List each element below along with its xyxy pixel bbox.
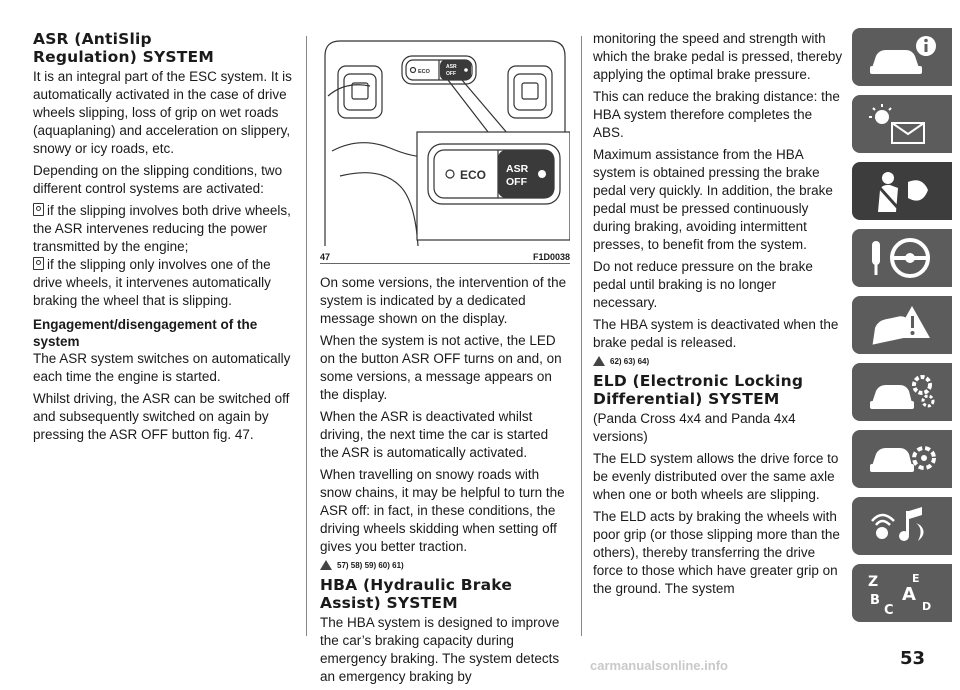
warning-triangle-icon	[593, 356, 605, 366]
hba-paragraph-2: monitoring the speed and strength with which the brake pedal is pressed, thereby applying the optimal brake pressure.	[593, 31, 843, 82]
asr-large-label-2: OFF	[506, 176, 527, 188]
eld-paragraph-3: The ELD acts by braking the wheels with poor grip (or those slipping more than the others), thereby transferring the drive force to those which have greater grip on the ground. The system	[593, 509, 840, 596]
warning-references: 62) 63) 64)	[593, 356, 843, 366]
asr-bullet-1: if the slipping involves both drive wheels, the ASR intervenes reducing the power transmitted by the engine;	[33, 203, 291, 254]
starting-driving-icon	[866, 235, 938, 281]
index-letter-b: B	[870, 593, 880, 608]
asr-button-illustration	[320, 36, 570, 251]
asr-display-paragraph: On some versions, the intervention of the system is indicated by a dedicated message shown on the display.	[320, 275, 567, 326]
emergency-icon	[866, 302, 938, 348]
technical-data-icon	[866, 436, 938, 482]
eld-heading: ELD (Electronic Locking Differential) SYSTEM	[593, 372, 804, 408]
tab-multimedia[interactable]	[852, 497, 952, 555]
multimedia-icon	[866, 503, 938, 549]
asr-paragraph-4: Whilst driving, the ASR can be switched off and subsequently switched on again by pressing the ASR OFF button fig. 47.	[33, 391, 290, 442]
asr-small-label-2: OFF	[446, 71, 456, 77]
eld-paragraph-2: The ELD system allows the drive force to be evenly distributed over the same axle when one or both wheels are slipping.	[593, 451, 839, 502]
index-letter-z: Z	[868, 574, 879, 590]
asr-small-label-1: ASR	[446, 64, 457, 70]
page-number: 53	[900, 648, 926, 669]
watermark: carmanualsonline.info	[590, 658, 728, 673]
figure-47	[320, 36, 570, 251]
asr-large-label-1: ASR	[506, 163, 529, 175]
index-letter-d: D	[922, 600, 932, 613]
hba-paragraph-4: Maximum assistance from the HBA system is obtained pressing the brake pedal very quickly. In addition, the brake pedal must be pressed continuously during braking, avoiding intermittent presses, to benefit from the system.	[593, 147, 833, 252]
figure-code: F1D0038	[532, 252, 570, 262]
index-letter-a: A	[902, 584, 916, 605]
bullet-icon	[33, 257, 44, 270]
index-letter-c: C	[884, 603, 894, 616]
column-divider-2	[581, 36, 582, 636]
tab-warning-lights[interactable]	[852, 95, 952, 153]
tab-starting-driving[interactable]	[852, 229, 952, 287]
eld-paragraph-1: (Panda Cross 4x4 and Panda 4x4 versions)	[593, 411, 796, 444]
figure-number: 47	[320, 252, 331, 262]
car-info-icon	[866, 34, 938, 80]
column-asr-hba	[320, 36, 570, 690]
hba-paragraph-6: The HBA system is deactivated when the brake pedal is released.	[593, 317, 839, 350]
hba-heading: HBA (Hydraulic Brake Assist) SYSTEM	[320, 576, 513, 612]
asr-paragraph-3: The ASR system switches on automatically each time the engine is started.	[33, 351, 291, 384]
asr-snow-paragraph: When travelling on snowy roads with snow chains, it may be helpful to turn the ASR off: in fact, in these conditions, the driving wheels skidding when setting off gives you better traction.	[320, 467, 565, 554]
eco-large-label: ECO	[460, 168, 487, 182]
column-asr	[33, 30, 295, 448]
asr-restart-paragraph: When the ASR is deactivated whilst driving, the next time the car is started the ASR is automatically activated.	[320, 409, 549, 460]
tab-safety[interactable]	[852, 162, 952, 220]
tab-maintenance[interactable]	[852, 363, 952, 421]
engagement-subheading: Engagement/disengagement of the system	[33, 317, 258, 349]
hba-paragraph-3: This can reduce the braking distance: the HBA system therefore completes the ABS.	[593, 89, 840, 140]
asr-paragraph-1: It is an integral part of the ESC system. It is automatically activated in the case of drive wheels slipping, loss of grip on wet roads (aquaplaning) and acceleration on slippery, snowy or icy roads, etc.	[33, 69, 292, 156]
bullet-icon	[33, 203, 44, 216]
safety-seatbelt-icon	[866, 168, 938, 214]
warning-triangle-icon	[320, 560, 332, 570]
column-divider-1	[306, 36, 307, 636]
tab-technical-data[interactable]	[852, 430, 952, 488]
chapter-tabs	[852, 28, 956, 631]
hba-paragraph-1: The HBA system is designed to improve the car’s braking capacity during emergency braking. The system detects an emergency braking by	[320, 615, 560, 684]
index-icon	[866, 570, 938, 616]
tab-index[interactable]	[852, 564, 952, 622]
asr-heading: ASR (AntiSlip Regulation) SYSTEM	[33, 30, 214, 66]
figure-caption	[320, 252, 570, 262]
asr-paragraph-2: Depending on the slipping conditions, two different control systems are activated:	[33, 163, 283, 196]
hba-paragraph-5: Do not reduce pressure on the brake pedal until braking is no longer necessary.	[593, 259, 813, 310]
column-hba-eld	[593, 30, 843, 602]
index-letter-e: E	[912, 572, 920, 585]
eco-small-label: ECO	[418, 69, 430, 75]
tab-emergency[interactable]	[852, 296, 952, 354]
tab-car-info[interactable]	[852, 28, 952, 86]
asr-led-paragraph: When the system is not active, the LED on the button ASR OFF turns on and, on some versions, a message appears on the display.	[320, 333, 562, 402]
warning-lights-icon	[866, 101, 938, 147]
maintenance-icon	[866, 369, 938, 415]
asr-bullet-2: if the slipping only involves one of the drive wheels, it intervenes automatically braking the wheel that is slipping.	[33, 257, 271, 308]
warning-references: 57) 58) 59) 60) 61)	[320, 560, 570, 570]
